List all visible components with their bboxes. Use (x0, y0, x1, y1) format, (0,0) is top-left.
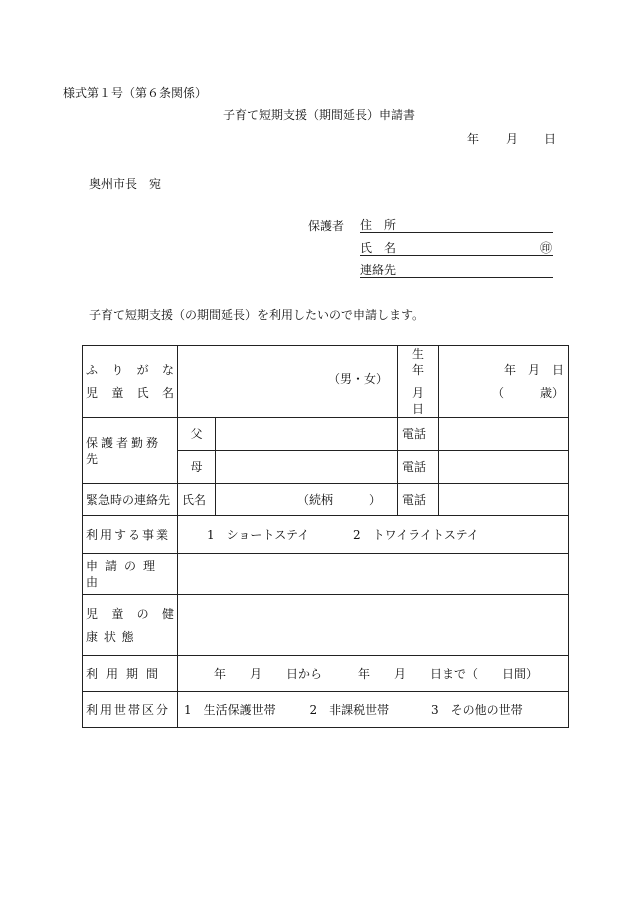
application-statement: 子育て短期支援（の期間延長）を利用したいので申請します。 (89, 308, 425, 322)
birthdate-field[interactable] (439, 346, 569, 418)
date-day: 日 (544, 132, 557, 146)
form-title: 子育て短期支援（期間延長）申請書 (223, 108, 416, 122)
child-sex[interactable]: （男・女） (328, 372, 389, 386)
mother-workplace-field[interactable] (216, 451, 398, 484)
service-options (178, 516, 569, 554)
guardian-label: 保護者 (308, 219, 345, 233)
period-text: 年 月 日から 年 月 日まで（ 日間） (214, 666, 539, 681)
birthdate-header (398, 346, 439, 418)
guardian-address-field[interactable] (360, 216, 553, 233)
child-name-label: 児 童 氏 名 (86, 386, 174, 400)
mother-phone-label: 電話 (398, 451, 439, 484)
household-label: 利用世帯区分 (83, 692, 178, 728)
guardian-name-label: 氏 名 (360, 241, 397, 255)
birth-label-bottom: 月 日 (411, 386, 437, 416)
child-name-field[interactable] (178, 346, 398, 418)
father-workplace-field[interactable] (216, 418, 398, 451)
seal-mark: ㊞ (539, 241, 552, 255)
guardian-name-field[interactable] (360, 239, 553, 256)
father-phone-field[interactable] (439, 418, 569, 451)
birth-date: 年 月 日 (503, 363, 564, 377)
father-phone-label: 電話 (398, 418, 439, 451)
application-table (82, 345, 569, 728)
date-month: 月 (506, 132, 519, 146)
health-field[interactable] (178, 595, 569, 656)
emergency-name-field[interactable] (216, 484, 398, 516)
child-row (83, 346, 569, 418)
workplace-father-row (83, 418, 569, 451)
birth-label-top: 生 年 (411, 347, 437, 377)
workplace-label: 保護者勤務先 (83, 418, 178, 484)
emergency-relation: （続柄 ） (296, 492, 381, 507)
guardian-contact-label: 連絡先 (360, 263, 397, 277)
reason-row (83, 554, 569, 595)
father-label: 父 (178, 418, 216, 451)
health-row (83, 595, 569, 656)
period-row (83, 656, 569, 692)
emergency-name-label: 氏名 (178, 484, 216, 516)
reason-label: 申請の理由 (83, 554, 178, 595)
period-label: 利用期間 (83, 656, 178, 692)
emergency-phone-label: 電話 (398, 484, 439, 516)
guardian-address-label: 住 所 (360, 218, 397, 232)
child-age: （ 歳） (491, 386, 564, 400)
furigana-label: ふ り が な (86, 363, 174, 377)
service-row (83, 516, 569, 554)
household-row (83, 692, 569, 728)
period-field[interactable] (178, 656, 569, 692)
household-options (178, 692, 569, 728)
child-name-header (83, 346, 178, 418)
health-label-line2: 康 状 態 (86, 629, 135, 644)
addressee: 奥州市長 宛 (89, 177, 162, 191)
guardian-contact-field[interactable] (360, 261, 553, 278)
service-option-twilight-stay[interactable]: 2 トワイライトステイ (353, 527, 479, 542)
emergency-label: 緊急時の連絡先 (83, 484, 178, 516)
health-label (83, 595, 178, 656)
date-year: 年 (467, 132, 480, 146)
emergency-phone-field[interactable] (439, 484, 569, 516)
emergency-row (83, 484, 569, 516)
service-option-short-stay[interactable]: 1 ショートステイ (207, 527, 310, 542)
mother-label: 母 (178, 451, 216, 484)
mother-phone-field[interactable] (439, 451, 569, 484)
reason-field[interactable] (178, 554, 569, 595)
health-label-line1: 児 童 の 健 (86, 606, 174, 621)
household-option-welfare[interactable]: 1 生活保護世帯 (184, 702, 276, 717)
household-option-other[interactable]: 3 その他の世帯 (430, 702, 523, 717)
form-number: 様式第１号（第６条関係） (63, 86, 208, 100)
service-label: 利用する事業 (83, 516, 178, 554)
household-option-tax-exempt[interactable]: 2 非課税世帯 (309, 702, 390, 717)
